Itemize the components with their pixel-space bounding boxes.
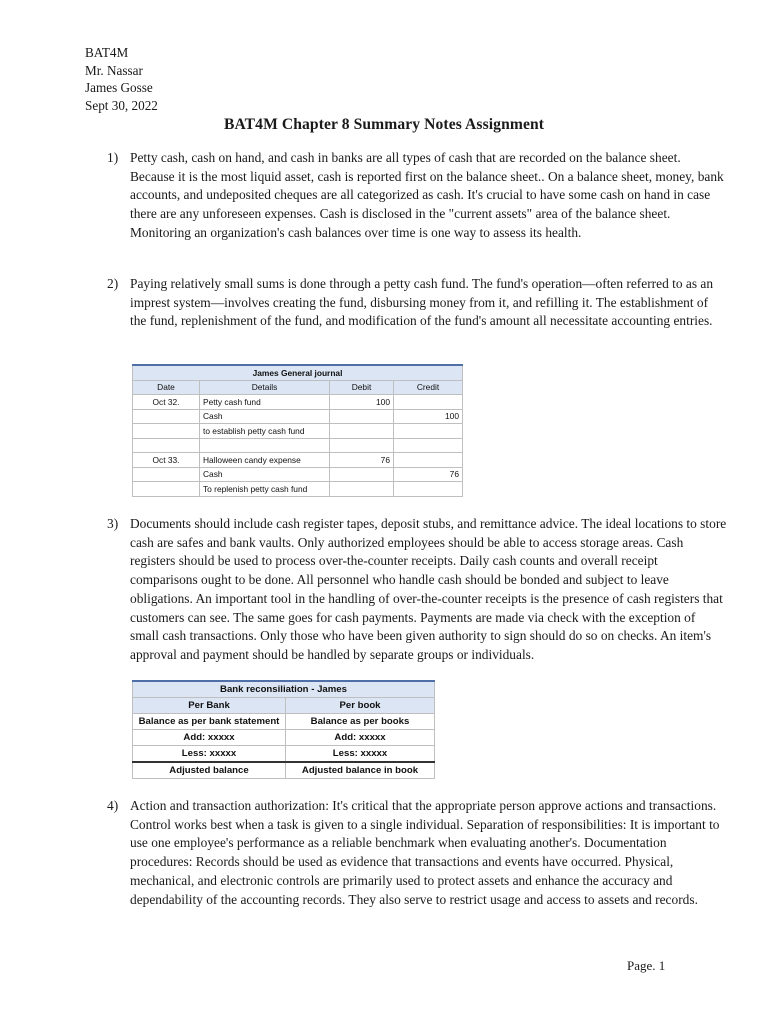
cell-date — [133, 482, 200, 497]
table-row — [133, 453, 463, 468]
cell-date — [133, 409, 200, 424]
item-number: 1) — [107, 150, 119, 165]
cell-credit — [394, 424, 463, 439]
cell-date: Oct 33. — [133, 453, 200, 468]
cell-date — [133, 438, 200, 453]
table-row — [133, 395, 463, 410]
col-header-details: Details — [200, 380, 330, 395]
cell-debit — [330, 409, 394, 424]
col-header-debit: Debit — [330, 380, 394, 395]
table-title-row — [133, 365, 463, 380]
table-header-row — [133, 380, 463, 395]
item-number: 4) — [107, 798, 119, 813]
cell-debit: 100 — [330, 395, 394, 410]
cell-bank: Balance as per bank statement — [133, 714, 286, 730]
cell-credit: 100 — [394, 409, 463, 424]
cell-debit: 76 — [330, 453, 394, 468]
cell-debit — [330, 424, 394, 439]
item-text: Petty cash, cash on hand, and cash in banks are all types of cash that are recorded on the balance sheet. Because it is the most liquid asset, cash is reported first on the balance sheet.. On a balance sheet, money, bank accounts, and undeposited cheques are all categorized as cash. It's crucial to have some cash on hand in case there are any unforeseen expenses. Cash is disclosed in the "current assets" area of the balance sheet. Monitoring an organization's cash balances over time is one way to assess its health. — [130, 150, 724, 240]
cell-bank: Add: xxxxx — [133, 730, 286, 746]
cell-debit — [330, 467, 394, 482]
cell-debit — [330, 438, 394, 453]
table-header-row — [133, 698, 435, 714]
cell-details: to establish petty cash fund — [200, 424, 330, 439]
col-header-per-book: Per book — [286, 698, 435, 714]
journal-title: James General journal — [133, 365, 463, 380]
item-number: 3) — [107, 516, 119, 531]
cell-book-total: Adjusted balance in book — [286, 762, 435, 779]
cell-credit: 76 — [394, 467, 463, 482]
page-title: BAT4M Chapter 8 Summary Notes Assignment — [223, 116, 545, 133]
page-number: Page. 1 — [627, 958, 666, 973]
item-number: 2) — [107, 276, 119, 291]
cell-credit — [394, 438, 463, 453]
cell-date — [133, 467, 200, 482]
table-row — [133, 746, 435, 763]
document-date: Sept 30, 2022 — [85, 97, 158, 113]
cell-credit — [394, 395, 463, 410]
general-journal-table — [132, 364, 463, 497]
item-text: Paying relatively small sums is done through a petty cash fund. The fund's operation—often referred to as an imprest system—involves creating the fund, disbursing money from it, and refilling it. The establishment of the fund, replenishment of the fund, and modification of the fund's amount all necessitate accounting entries. — [130, 276, 714, 329]
cell-debit — [330, 482, 394, 497]
teacher-name: Mr. Nassar — [85, 62, 143, 78]
cell-details: To replenish petty cash fund — [200, 482, 330, 497]
item-text: Action and transaction authorization: It's critical that the appropriate person approve actions and transactions. Control works best when a task is given to a single individual. Separation of responsibilities: It is important to use one employee's performance as a reliable benchmark when evaluating another's. Documentation procedures: Records should be used as evidence that transactions and events have occurred. Physical, mechanical, and electronic controls are primarily used to protect assets and enhance the accuracy and dependability of the accounting records. They also serve to restrict usage and access to assets and records. — [130, 798, 720, 907]
cell-details: Halloween candy expense — [200, 453, 330, 468]
table-row — [133, 482, 463, 497]
cell-details: Petty cash fund — [200, 395, 330, 410]
table-row — [133, 714, 435, 730]
bank-rec-title: Bank reconsiliation - James — [133, 681, 435, 698]
course-code: BAT4M — [85, 45, 129, 60]
cell-details — [200, 438, 330, 453]
student-name: James Gosse — [85, 80, 153, 96]
cell-book: Balance as per books — [286, 714, 435, 730]
table-row — [133, 730, 435, 746]
cell-details: Cash — [200, 409, 330, 424]
table-row — [133, 424, 463, 439]
cell-bank-total: Adjusted balance — [133, 762, 286, 779]
cell-book: Add: xxxxx — [286, 730, 435, 746]
item-text: Documents should include cash register tapes, deposit stubs, and remittance advice. The ideal locations to store cash are safes and bank vaults. Only authorized employees should be able to access storage areas. Cash registers should be used to process over-the-counter receipts. Daily cash counts and overall receipt comparisons ought to be done. All personnel who handle cash should be bonded and subject to leave obligations. An important tool in the handling of over-the-counter receipts is the presence of cash registers that customers can see. The same goes for cash payments. Payments are made via check with the exception of small cash transactions. Only those who have been given authority to sign should do so on checks. An item's approval and payment should be handled by separate groups or individuals. — [130, 516, 727, 662]
col-header-per-bank: Per Bank — [133, 698, 286, 714]
cell-date: Oct 32. — [133, 395, 200, 410]
bank-reconciliation-table — [132, 680, 435, 779]
table-row — [133, 438, 463, 453]
document-header — [85, 44, 158, 114]
cell-credit — [394, 482, 463, 497]
table-row — [133, 409, 463, 424]
table-total-row — [133, 762, 435, 779]
cell-bank: Less: xxxxx — [133, 746, 286, 763]
cell-book: Less: xxxxx — [286, 746, 435, 763]
table-title-row — [133, 681, 435, 698]
table-row — [133, 467, 463, 482]
cell-details: Cash — [200, 467, 330, 482]
col-header-date: Date — [133, 380, 200, 395]
cell-date — [133, 424, 200, 439]
col-header-credit: Credit — [394, 380, 463, 395]
cell-credit — [394, 453, 463, 468]
